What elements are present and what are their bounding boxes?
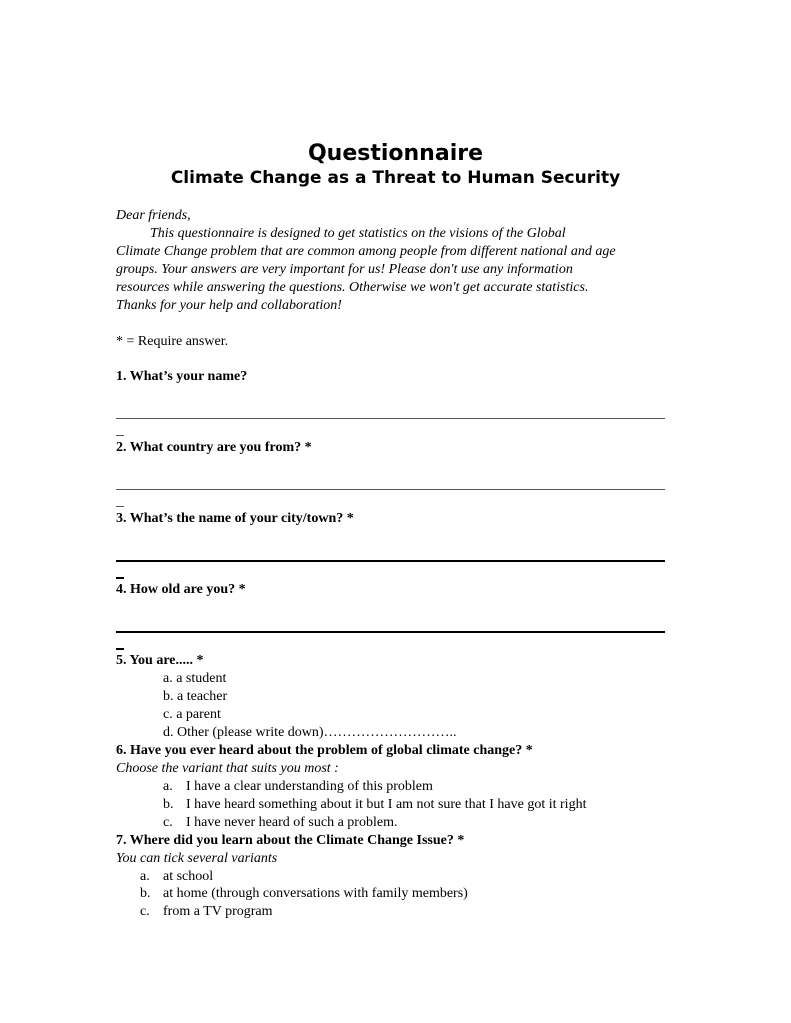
intro-line: Thanks for your help and collaboration! — [116, 298, 342, 313]
option-other[interactable]: d. Other (please write down)……………………….. — [163, 725, 457, 740]
question-7-hint: You can tick several variants — [116, 851, 278, 866]
answer-line-age[interactable] — [116, 631, 665, 633]
answer-line-name[interactable] — [116, 418, 665, 419]
answer-line-city[interactable] — [116, 560, 665, 562]
question-5: 5. You are..... * — [116, 653, 204, 668]
intro-greeting: Dear friends, — [116, 208, 191, 223]
question-7: 7. Where did you learn about the Climate Change Issue? * — [116, 833, 465, 848]
answer-line-tail — [116, 648, 124, 650]
option-at-home[interactable]: at home (through conversations with family members) — [163, 886, 468, 901]
option-tv-program[interactable]: from a TV program — [163, 904, 273, 919]
option-teacher[interactable]: b. a teacher — [163, 689, 228, 704]
page-subtitle: Climate Change as a Threat to Human Security — [170, 168, 621, 188]
intro-paragraph — [116, 207, 676, 315]
page-title: Questionnaire — [307, 141, 484, 166]
question-6: 6. Have you ever heard about the problem of global climate change? * — [116, 743, 533, 758]
option-heard-something[interactable]: I have heard something about it but I am not sure that I have got it right — [186, 797, 587, 812]
question-3: 3. What’s the name of your city/town? * — [116, 511, 354, 526]
option-parent[interactable]: c. a parent — [163, 707, 221, 722]
question-4: 4. How old are you? * — [116, 582, 246, 597]
intro-line: This questionnaire is designed to get statistics on the visions of the Global — [150, 226, 566, 241]
option-marker: a. — [140, 869, 150, 884]
answer-line-country[interactable] — [116, 489, 665, 490]
intro-line: groups. Your answers are very important for us! Please don't use any information — [116, 262, 573, 277]
option-marker: a. — [163, 779, 173, 794]
option-at-school[interactable]: at school — [163, 869, 214, 884]
option-never-heard[interactable]: I have never heard of such a problem. — [186, 815, 398, 830]
option-marker: c. — [140, 904, 150, 919]
option-student[interactable]: a. a student — [163, 671, 227, 686]
option-marker: c. — [163, 815, 173, 830]
question-2: 2. What country are you from? * — [116, 440, 312, 455]
option-marker: b. — [140, 886, 151, 901]
intro-line: Climate Change problem that are common among people from different national and age — [116, 244, 616, 259]
required-legend: * = Require answer. — [116, 334, 229, 349]
question-6-hint: Choose the variant that suits you most : — [116, 761, 339, 776]
intro-line: resources while answering the questions. Otherwise we won't get accurate statistics. — [116, 280, 589, 295]
option-clear-understanding[interactable]: I have a clear understanding of this problem — [186, 779, 433, 794]
option-marker: b. — [163, 797, 174, 812]
question-1: 1. What’s your name? — [116, 369, 248, 384]
answer-line-tail — [116, 506, 124, 507]
answer-line-tail — [116, 577, 124, 579]
answer-line-tail — [116, 435, 124, 436]
